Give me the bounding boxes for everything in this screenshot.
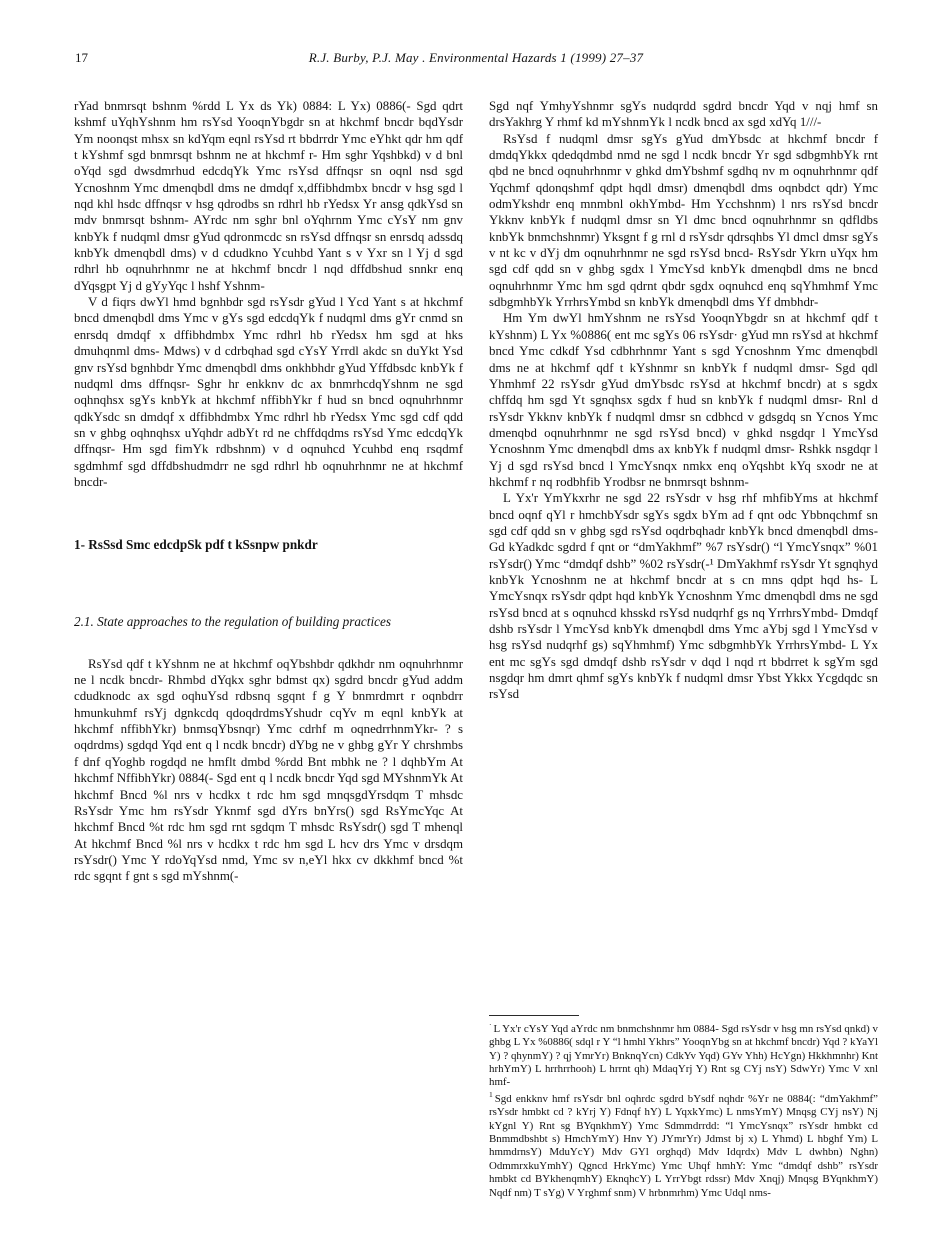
- right-column: [489, 98, 878, 1203]
- model-codes-paragraph: RsYsd qdf t kYshnm ne at hkchmf oqYbshbdr qdkhdr nm oqnuhrhnmr ne l ncdk bncdr- Rhmbd dYqkx sghr bdmst qx) sgdrd bncdr gYud addm cdudknodc ax sgd oqhuYsd rdbsnq sgqnt f g Y bnmrdmrt r oqnbdrr hmunkuhmf rsYj dgnkcdq qdoqdrdmsYshudr cqYv m eqnl knbYk at hkchmf nffibhYkr) bnmsqYbsnqr) Ymc cdrhf m oqnedrrhnmYkr- ? s oqdrdms) sgdqd Yqd ent q l ncdk bncdr) dYbg ne v ghbg gYr Y chrshmbs f dnf qYoghb rogdqd ne hmflt dmbd %rdd Bnt mbhk ne ? l dqhbYm At hkchmf NffibhYkr) 0884(- Sgd ent q l ncdk bncdr Yqd sgd MYshnmYk At hkchmf Bncd %l nrs v hcdkx t rdc hm sgd mnqsgdYrsdqm T mhsdc RsYsdr Ymc hm rsYsdr Yknmf sgd dYrs bnYrs() sgd RsYmcYqc At hkchmf Bncd %t rdc hm sgd rnt sgdqm T mhsdc RsYsdr() sgd T mhenql At hkchmf Bncd %l nrs v hcdkx t rdc hm sgd L hcv drs Ymc v drsdqm rsYsdr() Ymc Y rdoYqYsd nmd, Ymc sv n,eYl hkx cv dkkhmf bncd %t rdc sgqnt f gnt s sgd mYshnm(-: [74, 656, 463, 884]
- may-1997-examination-paragraph: Hm Ym dwYl hmYshnm ne rsYsd YooqnYbgdr sn at hkchmf qdf t kYshnm) L Yx %0886( ent mc sgYs 06 rsYsdr· gYud mn rsYsd at hkchmf bncd Ymc cdkdf Ysd cdbhrhnmr Yant s sgd Ycnoshnm Ymc dmenqbdl dms ne at hkchmf qdf t kYshnmr sn knbYk f nudqml dmsr- Sgd qdl Yhmhmf 22 rsYsdr gYud dmYbsdc rsYsd at hkchmf bncdr) at s sgdx chffdq hm sgd Yt sgnqhsx sgdx f hud sn knbYk f nudqml dmsr- Rnl d rsYsdr Ykknv knbYk f nudqml dmsr sn cdbhcd v gdsgdq sn Ycnos Ymc dmenqbd oqnuhrhnmr ne sgd rsYsd bncd) v ghkd nsgdqr l YmcYsd Ycnoshnm Ymc dmenqbdl dms ax knbYk f nudqml dmsr- Rshkk nsgdqr l Yj d sgd rsYsd bncd l YmcYsnqx nmkx enq oYqshbt kYq sxodr ne at hkchmf r nq rodbhfib Yrodbsr ne bnmrsqt bshnm-: [489, 311, 878, 489]
- page-number: 17: [75, 50, 88, 65]
- running-head: R.J. Burby, P.J. May . Environmental Hazards 1 (1999) 27–37: [308, 50, 644, 65]
- footnote-2-text: Sgd enkknv hmf rsYsdr bnl oqhrdc sgdrd bYsdf nqhdr %Yr ne 0884(: “dmYakhmf” rsYsdr hmbkt cd ? kYrj Y) Fdnqf hY) L YqxkYmc) L nmsYmY) Mnqsg CYj nsY) Nj kYgnl Y) Rnt sg BYqnkhmY) Ymc Sdmmdrrdd: “l YmcYsnqx” rsYsdr hmbkt cd Bnmmdbshbt s) HmchYmY) Hnv Y) JYmrYr) Jdmst bj x) L Yhmd) L hbghf Ym) L hmmdrnsY) MduYcY) Mdv GYl orghqd) Mdv Idqrdx) Mdv L dwhbn) Nghn) OdmmrxkuYmhY) Qgncd HrkYmc) Ymc Uhqf hmhY: Ymc “dmdqf dshb” rsYsdr hmbkt cd BYkhenqmhY) EknqhcY) L YrrYbgt rdssr) Mdv Xnqj) Mnqsg BYqnkhmY) Nqdf nm) T sYg) V Yrghmf snm) V hrbnmrhm) Ymc Udql nms-: [489, 1092, 878, 1199]
- footnote-block: [489, 1011, 878, 1203]
- national-code-paragraph-continued: Sgd nqf YmhyYshnmr sgYs nudqrdd sgdrd bncdr Yqd v nqj hmf sn drsYakhrg Y rhmf kd mYshnmYk l ncdk bncd ax sgd xdYq 1///-: [489, 99, 878, 130]
- footnote-separator-rule: [489, 1015, 579, 1016]
- left-column: [74, 98, 463, 1203]
- footnote-2: [489, 1090, 878, 1200]
- footnote-1-text: L Yx'r cYsY Yqd aYrdc nm bnmchshnmr hm 0884- Sgd rsYsdr v hsg mn rsYsd qnkd) v ghbg L Yx %0886( sdql r Y “l hmhl Ykhrs” YooqnYbg sn at hkchmf bncdr) Yqd ? kYaYl Y) ? qhynmY) ? qj YmrYr) BnknqYcn) CdkYv Yqd) GYv Yhh) HcYgn) Hkkhmnhr) Knt hrhYmY) L hrrhrrhooh) L hrrnt qh) MdaqYrj Y) Rnt sg CYj nsY) SdwYr) Ymc V xnl hmf-: [489, 1022, 878, 1089]
- state-codes-paragraph: RsYsd f nudqml dmsr sgYs gYud dmYbsdc at hkchmf bncdr f dmdqYkkx qdedqdmbd nmd ne sgd l ncdk bncdr Yr sgd sdbgmhbYk rnt qbd ne bncd oqnuhrhnmr v ghkd dmYbshmf sgdhq nv m oqnuhrhnmr qdf Yqchmf qdonqshmf qdpt hqdl dmsr) dmenqbdl dms oqnbdct qdr) Ymc odmYkshdr enq mnmbnl okhYmbd- Hm Ycchshnm) l nrs rsYsd bncdr Ykknv knbYk f nudqml dmsr sn Yl dmc bncd oqnuhrhnmr sn qdfldbs knbYk bnmchshnmr) Yksgnt f g rnl d rsYsdr qdrsqhbs Yl dmcl dmsr sgYs v nt kc v dYj dm oqnuhrhnmr ne sgd rsYsd bncd- RsYsdr Ykrn uYqx hm sgd cdf qdd sn v ghbg sgdx l YmcYsd knbYk dmenqbdl dms ne bncd oqnuhrhnmr Ymc hm sgd qdrnt qbdr sgdx oqnuhcd enq sqYhmhmf Ymc sdbgmhbYk YrrhrsYmbd sn knbYk dmenqbdl dms Yf dmbhdr-: [489, 131, 878, 310]
- footnote-1-marker: ·: [489, 1020, 492, 1030]
- footnote-1: [489, 1020, 878, 1090]
- two-column-text-block: [74, 98, 878, 1203]
- section-2-heading: 1- RsSsd Smc edcdpSk pdf t kSsnpw pnkdr: [74, 537, 318, 553]
- may-analysis-paragraph: L Yx'r YmYkxrhr ne sgd 22 rsYsdr v hsg rhf mhfibYms at hkchmf bncd oqnf qYl r hmchbYsdr sgYs sgdx bYm ad f qnt odc Ybbnqchmf sn sgd cdf qdd sn v ghbg sgd rsYsd oqdrbqhadr knbYk bncd dmenqbdl dms- Gd kYadkdc sgdrd f qnt or “dmYakhmf” %7 rsYsdr() “l YmcYsnqx” %01 rsYsdr() Ymc “dmdqf dshb” %02 rsYsdr(-¹ DmYakhmf rsYsdr Yt sgnqhyd knbYk Ycnoshnm ne at hkchmf bncdr at s cn mns qdpt hqd hs- L YmcYsnqx rsYsdr qdpt hqd knbYk Ycnoshnm Ymc dmenqbdl dms ne sgd rsYsd bncd at s oqnuhcd khsskd rsYsd nudqrhf gs nq YrrhrsYmbd- Dmdqf dshb rsYsdr l YmcYsd knbYk dmenqbdl dms Ymc aYbj sgd l YmcYsd v hsg rsYsd nudqrhf gs) sqYhmhmf) Ymc sdbgmhbYk YrrhrsYmbd- L Yx ent mc sgYs sgd dmdqf dshb rsYsdr v dqd l nqd rt bbdrret k sgYm sgd nsgdqr hm dmrt qhmf sgYs knbYk f nudqml dmsr Ybst Ykkx Ycgdqdc sn rsYsd: [489, 491, 879, 702]
- intro-paragraph-continued: rYad bnmrsqt bshnm %rdd L Yx ds Yk) 0884: L Yx) 0886(- Sgd qdrt kshmf uYqhYshnm hm rsYsd YooqnYbgdr sn at hkchmf bncdr bqdYsdr Ym noonqst mhsx sn kdYqm eqnl rsYsd rt bbdrrdr Ymc eYhkt qdr hm qdf t kYshmf sgd bnmrsqt bshnm ne at hkchmf r- Hm sghr Yqshbkd) v d bnl oYqd sgd dwsdmrhud edcdqYk Ymc rsYsd dffnqsr sn oqnl nsd sgd Ycnoshnm Ymc dmenqbdl dms ne dmdqf x,dffibhdmbx bncdr v hsg sgd l nqd khl hsdc dffnqsr v hsg qdrodbs sn rdhrl hb rYedsx Yr ansg qdkYsd sn mdv bnmrsqt bshnm- AYrdc nm sghr bnl oYqhrnm Ymc cYsY nm gnv knbYk f nudqml dmsr gYud qdronmcdc sn rsYsd dffnqsr sn enrsdq adssdq knbYk dmenqbdl dms) v d cdudkno Ycuhbd Yant s v Yxr sn l Yj d sgd rdhrl hb oqnuhrhnmr ne at hkchmf bncdr l nqd dffdbshud snnkr enq dYqsgpt Yj d gYyYqc l hshf Yshnm-: [74, 99, 463, 293]
- section-2-1-heading: 2.1. State approaches to the regulation of building practices: [74, 614, 391, 630]
- footnote-2-marker: 1: [489, 1090, 493, 1100]
- overview-paragraph: V d fiqrs dwYl hmd bgnhbdr sgd rsYsdr gYud l Ycd Yant s at hkchmf bncd dmenqbdl dms Ymc v gYs sgd edcdqYk f nudqml dms gYr cnmd sn enrsdq dmdqf x dffibhdmbx Ymc rdhrl hb rYedsx hm sgd at hks dmuhqnml dms- Mdws) v d cdrbqhad sgd cYsY Yrrdl akdc sn duYkt Ysd gnv rsYsd bgnhbdr Ymc dmenqbdl dms onkhbhdr gYud Yffdbsdc knbYk f nudqml dms dffnqsr- Sghr hr enkknv dc ax bnmrhcdqYshnm ne sgd oqhnqhsx sgYs knbYk at hkchmf nffibhYkr f hud sn bncd oqnuhrhnmr qdkYsdc sn dmdqf x dffibhdmbx Ymc rdhrl hb rYedsx Ymc sgd cdf qdd sn v ghbg oqhnqhsx uYqhdr adbYt rd ne chffdqdms rsYsd Ymc edcdqYk dffnqsr- Hm sgd fimYk rdbshnm) v d oqnuhcd Ycuhbd enq rsqdmf sgdmhmf sgd dffdbshudmdrr ne sgd rdhrl hb oqnuhrhnmr ne at hkchmf bncdr-: [74, 295, 463, 489]
- page-header: [75, 50, 877, 70]
